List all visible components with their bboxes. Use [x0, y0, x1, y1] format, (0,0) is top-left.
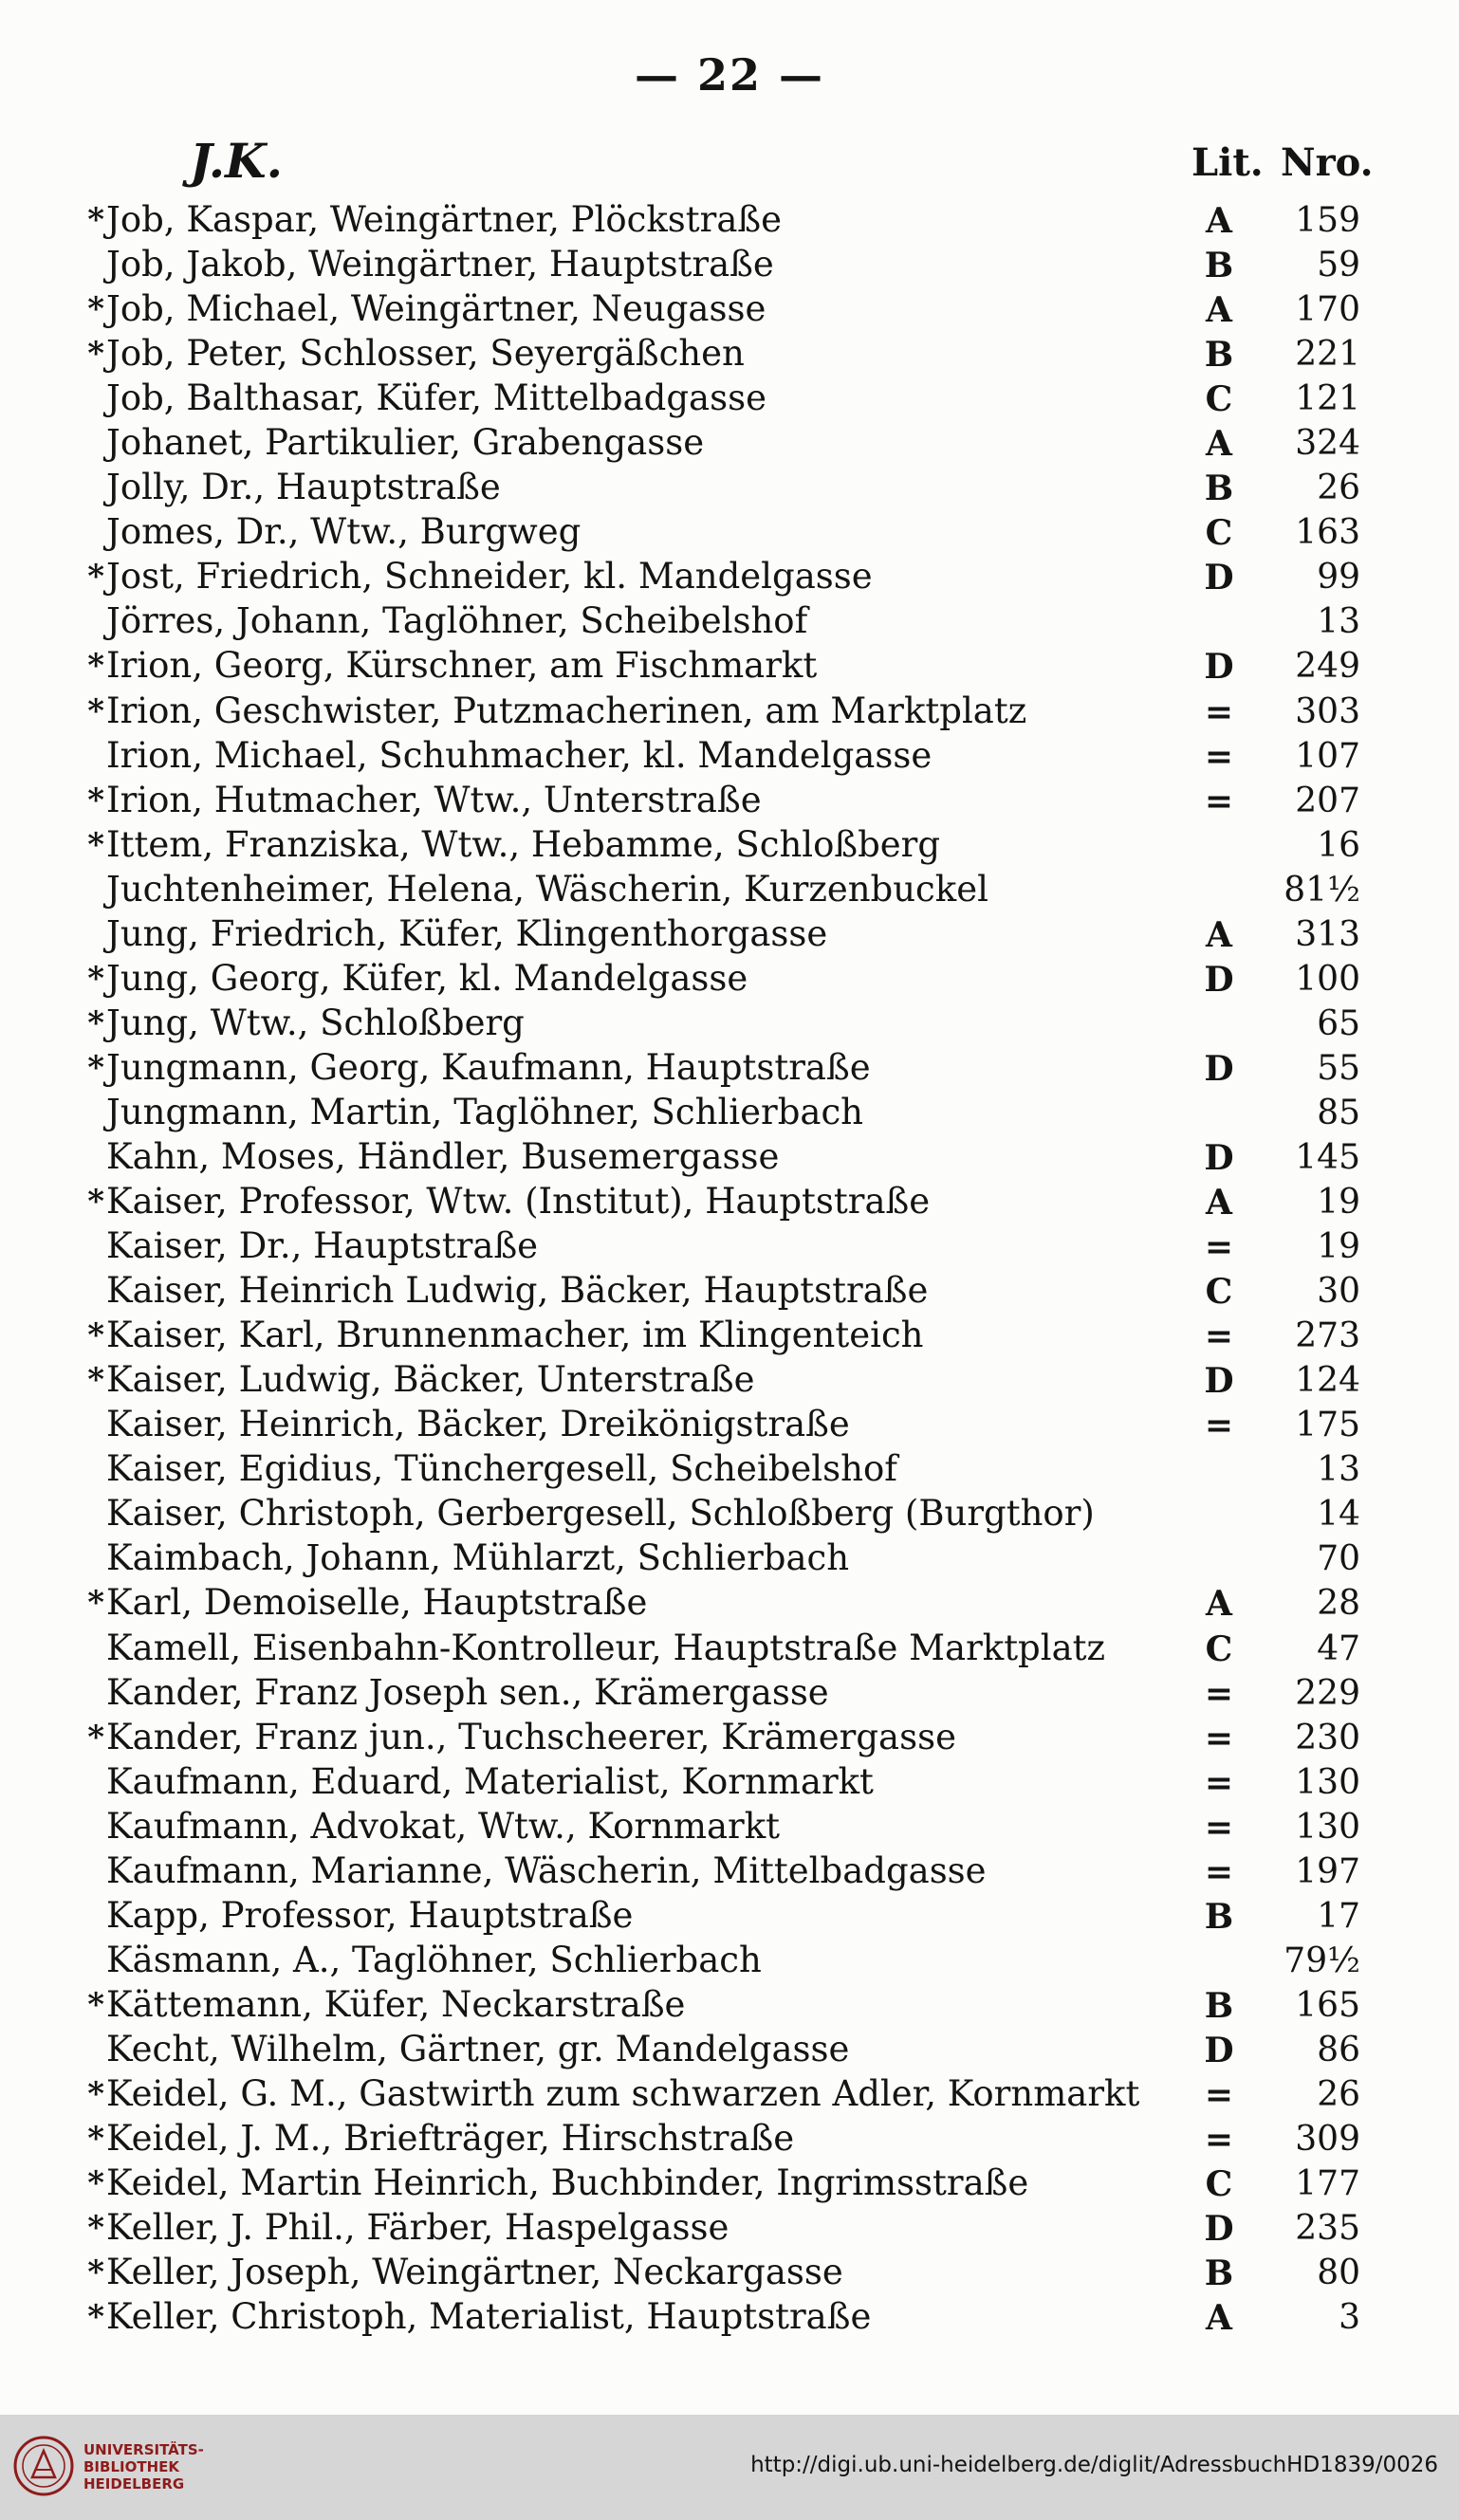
directory-entry-row — [0, 1001, 1459, 1045]
entry-text: Jung, Georg, Küfer, kl. Mandelgasse — [106, 957, 748, 999]
entry-lit: B — [1204, 1896, 1234, 1937]
entry-lit: = — [1204, 781, 1234, 821]
entry-lit: = — [1204, 1718, 1234, 1758]
viewer-footer — [0, 2415, 1459, 2520]
entry-lit: C — [1205, 1628, 1233, 1669]
entry-nro: 26 — [1317, 2074, 1360, 2114]
entry-text: Irion, Geschwister, Putzmacherinen, am Marktplatz — [106, 690, 1027, 731]
entry-marker: * — [87, 647, 104, 686]
entry-nro: 235 — [1295, 2209, 1360, 2249]
entry-marker: * — [87, 781, 104, 819]
entry-marker: * — [87, 691, 104, 730]
column-header-lit: Lit. — [1191, 140, 1264, 185]
section-heading: J.K. — [190, 133, 284, 189]
entry-text: Keidel, G. M., Gastwirth zum schwarzen Adler, Kornmarkt — [106, 2072, 1140, 2114]
entry-text: Keidel, Martin Heinrich, Buchbinder, Ingrimsstraße — [106, 2162, 1029, 2204]
entry-text: Kaufmann, Eduard, Materialist, Kornmarkt — [106, 1760, 874, 1802]
directory-entry-row — [0, 554, 1459, 598]
entry-text: Keller, J. Phil., Färber, Haspelgasse — [106, 2207, 730, 2249]
entry-nro: 124 — [1295, 1361, 1360, 1401]
entry-lit: B — [1204, 246, 1234, 286]
directory-entry-row — [0, 2071, 1459, 2116]
entry-nro: 230 — [1295, 1718, 1360, 1757]
entry-marker: * — [87, 201, 104, 239]
directory-entry-row — [0, 822, 1459, 867]
entry-text: Jung, Friedrich, Küfer, Klingenthorgasse — [106, 912, 828, 954]
entry-lit: B — [1204, 469, 1234, 509]
entry-text: Irion, Hutmacher, Wtw., Unterstraße — [106, 779, 762, 820]
entry-nro: 229 — [1295, 1673, 1360, 1713]
entry-text: Kaiser, Ludwig, Bäcker, Unterstraße — [106, 1359, 755, 1401]
directory-entry-row — [0, 509, 1459, 554]
entry-text: Juchtenheimer, Helena, Wäscherin, Kurzenbuckel — [106, 868, 988, 910]
entry-marker: * — [87, 335, 104, 374]
entry-nro: 28 — [1317, 1584, 1360, 1624]
entry-nro: 17 — [1317, 1896, 1360, 1936]
entry-marker: * — [87, 2120, 104, 2159]
entry-text: Kaiser, Karl, Brunnenmacher, im Klingenteich — [106, 1315, 924, 1356]
logo-line-1: UNIVERSITÄTS- — [83, 2441, 204, 2458]
entry-text: Kaufmann, Marianne, Wäscherin, Mittelbadgasse — [106, 1849, 987, 1891]
entry-lit: A — [1206, 290, 1232, 331]
entry-marker: * — [87, 2164, 104, 2203]
entry-nro: 30 — [1317, 1272, 1360, 1312]
directory-entry-row — [0, 1134, 1459, 1179]
entry-lit: = — [1204, 2074, 1234, 2115]
permalink-url[interactable]: http://digi.ub.uni-heidelberg.de/diglit/AdressbuchHD1839/0026 — [750, 2453, 1438, 2477]
entry-text: Kättemann, Küfer, Neckarstraße — [106, 1983, 686, 2025]
entry-text: Ittem, Franziska, Wtw., Hebamme, Schloßberg — [106, 823, 941, 865]
directory-entry-row — [0, 1179, 1459, 1223]
directory-entry-row — [0, 465, 1459, 509]
entry-nro: 159 — [1295, 201, 1360, 240]
entry-lit: B — [1204, 1985, 1234, 2026]
entry-lit: = — [1204, 1807, 1234, 1848]
entry-lit: = — [1204, 1673, 1234, 1714]
entry-nro: 13 — [1317, 1450, 1360, 1490]
entry-nro: 79½ — [1284, 1941, 1360, 1980]
entry-text: Jungmann, Martin, Taglöhner, Schlierbach — [106, 1091, 863, 1132]
entry-nro: 309 — [1295, 2120, 1360, 2160]
entry-text: Irion, Georg, Kürschner, am Fischmarkt — [106, 645, 818, 687]
entry-text: Jung, Wtw., Schloßberg — [106, 1002, 525, 1043]
entry-nro: 13 — [1317, 602, 1360, 642]
entry-lit: A — [1206, 424, 1232, 465]
logo-line-2: BIBLIOTHEK — [83, 2458, 179, 2475]
directory-entry-row — [0, 1670, 1459, 1715]
entry-nro: 14 — [1317, 1495, 1360, 1535]
directory-entry-row — [0, 598, 1459, 643]
entry-marker: * — [87, 1048, 104, 1087]
directory-entries — [0, 197, 1459, 2339]
entry-text: Kander, Franz Joseph sen., Krämergasse — [106, 1671, 829, 1713]
university-library-logo-icon — [13, 2436, 74, 2496]
directory-entry-row — [0, 2027, 1459, 2071]
entry-lit: D — [1204, 1137, 1234, 1178]
directory-entry-row — [0, 286, 1459, 331]
entry-nro: 100 — [1295, 959, 1360, 999]
entry-marker: * — [87, 558, 104, 597]
entry-lit: = — [1204, 1762, 1234, 1803]
column-header-nro: Nro. — [1281, 140, 1374, 185]
entry-marker: * — [87, 1718, 104, 1757]
entry-marker: * — [87, 2209, 104, 2248]
entry-marker: * — [87, 959, 104, 998]
entry-text: Johanet, Partikulier, Grabengasse — [106, 422, 705, 464]
directory-entry-row — [0, 1402, 1459, 1446]
entry-nro: 3 — [1339, 2298, 1360, 2338]
entry-text: Kecht, Wilhelm, Gärtner, gr. Mandelgasse — [106, 2028, 850, 2069]
entry-lit: A — [1206, 201, 1232, 241]
entry-nro: 19 — [1317, 1183, 1360, 1223]
entry-nro: 303 — [1295, 691, 1360, 731]
entry-text: Kaimbach, Johann, Mühlarzt, Schlierbach — [106, 1537, 850, 1579]
entry-lit: = — [1204, 1316, 1234, 1357]
directory-entry-row — [0, 1626, 1459, 1670]
entry-text: Keller, Joseph, Weingärtner, Neckargasse — [106, 2252, 843, 2293]
directory-entry-row — [0, 1536, 1459, 1580]
entry-lit: C — [1205, 513, 1233, 554]
entry-nro: 85 — [1317, 1093, 1360, 1132]
entry-nro: 221 — [1295, 335, 1360, 375]
entry-nro: 165 — [1295, 1985, 1360, 2025]
directory-entry-row — [0, 331, 1459, 376]
entry-lit: = — [1204, 691, 1234, 732]
entry-nro: 19 — [1317, 1227, 1360, 1267]
directory-entry-row — [0, 197, 1459, 242]
directory-entry-row — [0, 1759, 1459, 1804]
directory-entry-row — [0, 911, 1459, 956]
entry-nro: 130 — [1295, 1807, 1360, 1847]
entry-nro: 59 — [1317, 246, 1360, 285]
entry-text: Kaufmann, Advokat, Wtw., Kornmarkt — [106, 1805, 781, 1847]
directory-entry-row — [0, 1357, 1459, 1402]
entry-text: Kaiser, Heinrich Ludwig, Bäcker, Hauptstraße — [106, 1270, 929, 1312]
page-number: — 22 — — [634, 49, 825, 101]
entry-lit: D — [1204, 2209, 1234, 2250]
entry-lit: B — [1204, 2253, 1234, 2294]
directory-entry-row — [0, 956, 1459, 1001]
entry-marker: * — [87, 1183, 104, 1222]
entry-marker: * — [87, 1361, 104, 1400]
entry-lit: D — [1204, 1048, 1234, 1089]
entry-text: Karl, Demoiselle, Hauptstraße — [106, 1582, 648, 1624]
directory-entry-row — [0, 1446, 1459, 1491]
entry-text: Keidel, J. M., Briefträger, Hirschstraße — [106, 2118, 795, 2160]
directory-entry-row — [0, 2161, 1459, 2205]
entry-lit: = — [1204, 1851, 1234, 1892]
directory-entry-row — [0, 778, 1459, 822]
entry-marker: * — [87, 290, 104, 329]
entry-marker: * — [87, 2074, 104, 2113]
entry-lit: = — [1204, 2120, 1234, 2161]
entry-text: Kapp, Professor, Hauptstraße — [106, 1894, 634, 1936]
entry-lit: C — [1205, 2164, 1233, 2205]
entry-nro: 70 — [1317, 1539, 1360, 1579]
entry-text: Job, Kaspar, Weingärtner, Plöckstraße — [106, 199, 782, 240]
entry-nro: 273 — [1295, 1316, 1360, 1356]
directory-entry-row — [0, 1849, 1459, 1893]
entry-text: Kahn, Moses, Händler, Busemergasse — [106, 1135, 780, 1177]
entry-nro: 197 — [1295, 1851, 1360, 1891]
entry-nro: 86 — [1317, 2030, 1360, 2069]
entry-nro: 177 — [1295, 2164, 1360, 2204]
entry-nro: 121 — [1295, 379, 1360, 419]
entry-nro: 170 — [1295, 290, 1360, 330]
entry-lit: D — [1204, 1361, 1234, 1402]
directory-entry-row — [0, 2250, 1459, 2294]
entry-nro: 313 — [1295, 914, 1360, 954]
library-logo-text — [83, 2441, 204, 2492]
entry-nro: 81½ — [1284, 870, 1360, 910]
directory-entry-row — [0, 1938, 1459, 1982]
entry-text: Kaiser, Professor, Wtw. (Institut), Hauptstraße — [106, 1181, 931, 1223]
entry-lit: = — [1204, 736, 1234, 777]
entry-marker: * — [87, 1003, 104, 1042]
entry-text: Jost, Friedrich, Schneider, kl. Mandelgasse — [106, 556, 873, 598]
entry-nro: 26 — [1317, 469, 1360, 508]
entry-marker: * — [87, 2298, 104, 2337]
directory-entry-row — [0, 1313, 1459, 1357]
entry-text: Kaiser, Heinrich, Bäcker, Dreikönigstraße — [106, 1404, 850, 1445]
directory-entry-row — [0, 1982, 1459, 2027]
entry-text: Kamell, Eisenbahn-Kontrolleur, Hauptstraße Marktplatz — [106, 1627, 1106, 1668]
entry-text: Jomes, Dr., Wtw., Burgweg — [106, 511, 582, 553]
entry-lit: C — [1205, 1272, 1233, 1313]
entry-lit: B — [1204, 335, 1234, 376]
entry-text: Job, Jakob, Weingärtner, Hauptstraße — [106, 244, 774, 285]
entry-nro: 80 — [1317, 2253, 1360, 2293]
entry-text: Kaiser, Christoph, Gerbergesell, Schloßberg (Burgthor) — [106, 1493, 1095, 1535]
entry-lit: D — [1204, 558, 1234, 598]
entry-nro: 65 — [1317, 1003, 1360, 1043]
directory-entry-row — [0, 733, 1459, 778]
entry-marker: * — [87, 1316, 104, 1355]
directory-entry-row — [0, 1804, 1459, 1849]
directory-entry-row — [0, 1580, 1459, 1625]
entry-lit: A — [1206, 2298, 1232, 2339]
entry-nro: 130 — [1295, 1762, 1360, 1802]
directory-entry-row — [0, 1045, 1459, 1090]
entry-nro: 99 — [1317, 558, 1360, 598]
directory-entry-row — [0, 689, 1459, 733]
entry-text: Käsmann, A., Taglöhner, Schlierbach — [106, 1939, 762, 1980]
entry-marker: * — [87, 1985, 104, 2024]
entry-lit: C — [1205, 379, 1233, 420]
directory-entry-row — [0, 1223, 1459, 1268]
logo-line-3: HEIDELBERG — [83, 2475, 185, 2492]
entry-lit: = — [1204, 1406, 1234, 1446]
entry-text: Jungmann, Georg, Kaufmann, Hauptstraße — [106, 1046, 871, 1088]
entry-nro: 324 — [1295, 424, 1360, 464]
entry-nro: 55 — [1317, 1048, 1360, 1088]
directory-entry-row — [0, 643, 1459, 688]
directory-entry-row — [0, 2294, 1459, 2339]
entry-lit: A — [1206, 1183, 1232, 1223]
entry-text: Irion, Michael, Schuhmacher, kl. Mandelgasse — [106, 734, 933, 776]
directory-entry-row — [0, 867, 1459, 911]
entry-nro: 145 — [1295, 1137, 1360, 1177]
entry-marker: * — [87, 2253, 104, 2292]
directory-entry-row — [0, 1268, 1459, 1313]
entry-text: Jolly, Dr., Hauptstraße — [106, 467, 501, 508]
directory-entry-row — [0, 242, 1459, 286]
entry-nro: 207 — [1295, 781, 1360, 820]
entry-nro: 175 — [1295, 1406, 1360, 1445]
entry-text: Job, Michael, Weingärtner, Neugasse — [106, 288, 766, 330]
directory-entry-row — [0, 420, 1459, 465]
directory-entry-row — [0, 1090, 1459, 1134]
entry-text: Keller, Christoph, Materialist, Hauptstraße — [106, 2296, 872, 2338]
directory-entry-row — [0, 1893, 1459, 1938]
entry-text: Kaiser, Dr., Hauptstraße — [106, 1225, 539, 1267]
entry-text: Job, Peter, Schlosser, Seyergäßchen — [106, 333, 745, 375]
entry-lit: A — [1206, 1584, 1232, 1625]
entry-lit: D — [1204, 647, 1234, 688]
entry-text: Kander, Franz jun., Tuchscheerer, Krämergasse — [106, 1716, 956, 1757]
directory-entry-row — [0, 1491, 1459, 1536]
directory-entry-row — [0, 2205, 1459, 2250]
entry-lit: = — [1204, 1227, 1234, 1268]
entry-nro: 16 — [1317, 825, 1360, 865]
entry-lit: D — [1204, 959, 1234, 1000]
entry-text: Kaiser, Egidius, Tünchergesell, Scheibelshof — [106, 1448, 897, 1490]
directory-entry-row — [0, 1715, 1459, 1759]
entry-lit: A — [1206, 914, 1232, 955]
entry-nro: 163 — [1295, 513, 1360, 553]
entry-text: Jörres, Johann, Taglöhner, Scheibelshof — [106, 600, 808, 642]
entry-marker: * — [87, 1584, 104, 1623]
entry-lit: D — [1204, 2030, 1234, 2070]
entry-nro: 47 — [1317, 1628, 1360, 1668]
entry-text: Job, Balthasar, Küfer, Mittelbadgasse — [106, 377, 766, 419]
entry-marker: * — [87, 825, 104, 864]
directory-entry-row — [0, 376, 1459, 420]
directory-entry-row — [0, 2116, 1459, 2161]
entry-nro: 107 — [1295, 736, 1360, 776]
entry-nro: 249 — [1295, 647, 1360, 687]
